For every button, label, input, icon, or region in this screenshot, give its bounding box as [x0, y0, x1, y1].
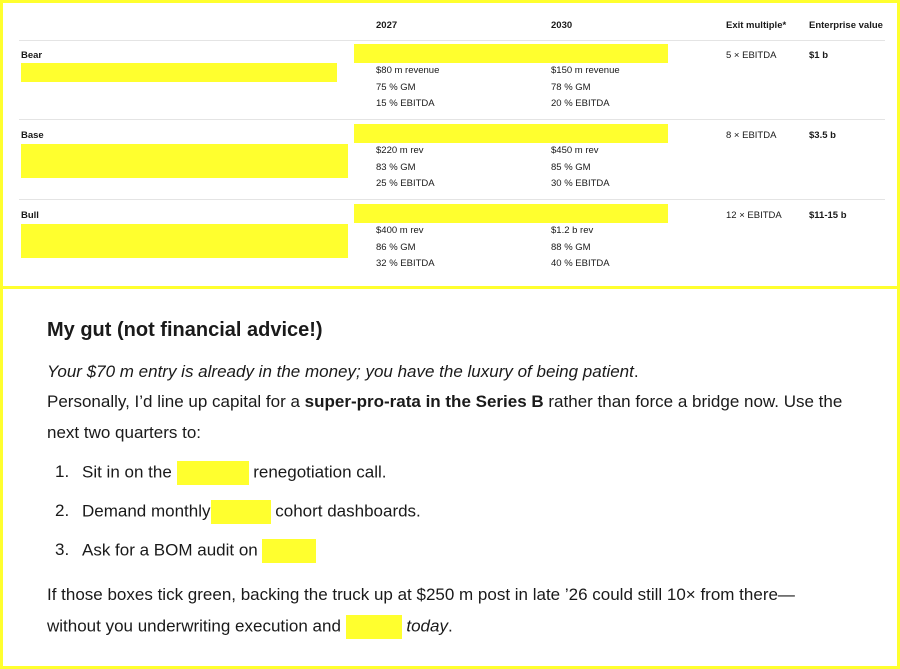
gut-feeling-panel: [0, 286, 900, 669]
scenario-table-panel: [0, 0, 900, 289]
redaction-block: [354, 124, 668, 143]
cell-2027: $400 m rev 86 % GM 32 % EBITDA: [376, 225, 435, 269]
closing-paragraph: If those boxes tick green, backing the truck up at $250 m post in late ’26 could still 10× from there—: [47, 585, 795, 604]
list-item: 2. Demand monthly cohort dashboards.: [55, 500, 421, 524]
section-heading: My gut (not financial advice!): [47, 319, 323, 341]
row-divider: [19, 199, 885, 200]
advice-paragraph: Personally, I’d line up capital for a super-pro-rata in the Series B rather than force a bridge now. Use the: [47, 392, 843, 411]
cell-exit-multiple: 8 × EBITDA: [726, 130, 777, 141]
list-item: 3. Ask for a BOM audit on: [55, 539, 316, 563]
intro-paragraph: Your $70 m entry is already in the money; you have the luxury of being patient.: [47, 362, 639, 381]
cell-enterprise-value: $11-15 b: [809, 210, 847, 221]
cell-2027: $80 m revenue 75 % GM 15 % EBITDA: [376, 65, 440, 109]
header-divider: [19, 40, 885, 41]
cell-2030: $450 m rev 85 % GM 30 % EBITDA: [551, 145, 610, 189]
redaction-block: [346, 615, 402, 639]
cell-2030: $150 m revenue 78 % GM 20 % EBITDA: [551, 65, 620, 109]
redaction-block: [354, 44, 668, 63]
cell-2027: $220 m rev 83 % GM 25 % EBITDA: [376, 145, 435, 189]
header-exit-multiple: Exit multiple*: [726, 20, 787, 31]
advice-paragraph-line2: next two quarters to:: [47, 423, 202, 442]
redaction-block: [21, 224, 348, 258]
scenario-label: Base: [21, 130, 44, 141]
cell-enterprise-value: $3.5 b: [809, 130, 836, 141]
redaction-block: [354, 204, 668, 223]
scenario-label: Bear: [21, 50, 43, 61]
cell-2030: $1.2 b rev 88 % GM 40 % EBITDA: [551, 225, 610, 269]
redaction-block: [262, 539, 316, 563]
cell-exit-multiple: 12 × EBITDA: [726, 210, 782, 221]
header-2030: 2030: [551, 20, 573, 31]
redaction-block: [21, 63, 337, 82]
row-divider: [19, 119, 885, 120]
scenario-label: Bull: [21, 210, 39, 221]
cell-exit-multiple: 5 × EBITDA: [726, 50, 777, 61]
redaction-block: [177, 461, 249, 485]
header-2027: 2027: [376, 20, 398, 31]
redaction-block: [211, 500, 271, 524]
closing-paragraph-line2: without you underwriting execution and today.: [47, 615, 453, 639]
redaction-block: [21, 144, 348, 178]
header-enterprise-value: Enterprise value: [809, 20, 883, 31]
list-item: 1. Sit in on the renegotiation call.: [55, 461, 387, 485]
cell-enterprise-value: $1 b: [809, 50, 829, 61]
